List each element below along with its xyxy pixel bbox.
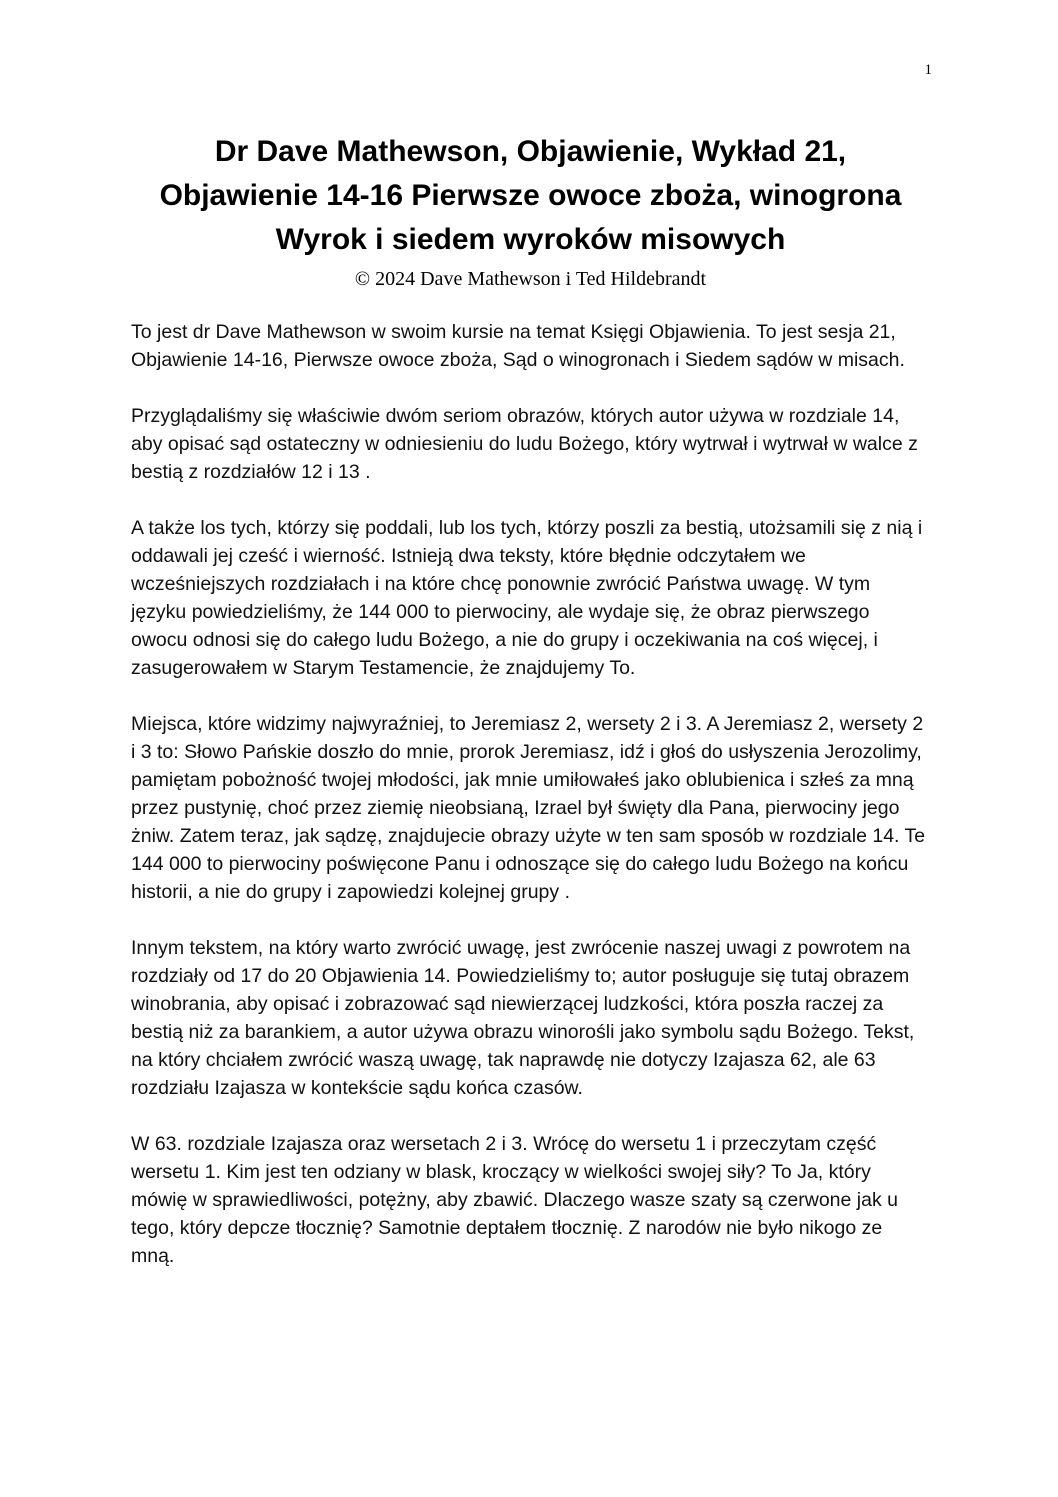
title-line-2: Objawienie 14-16 Pierwsze owoce zboża, winogrona <box>159 179 902 212</box>
document-title <box>131 130 930 262</box>
paragraph-isaiah-63: W 63. rozdziale Izajasza oraz wersetach 2 i 3. Wrócę do wersetu 1 i przeczytam część wersetu 1. Kim jest ten odziany w blask, kroczący w wielkości swojej siły? To Ja, który mówię w sprawiedliwości, potężny, aby zbawić. Dlaczego wasze szaty są czerwone jak u tego, który depcze tłocznię? Samotnie deptałem tłocznię. Z narodów nie było nikogo ze mną. <box>131 1133 898 1267</box>
copyright-line: © 2024 Dave Mathewson i Ted Hildebrandt <box>354 268 707 290</box>
page-number: 1 <box>924 62 932 78</box>
title-line-1: Dr Dave Mathewson, Objawienie, Wykład 21, <box>214 135 847 168</box>
paragraph-intro: To jest dr Dave Mathewson w swoim kursie na temat Księgi Objawienia. To jest sesja 21, Objawienie 14-16, Pierwsze owoce zboża, Sąd o winogronach i Siedem sądów w misach. <box>131 321 905 371</box>
paragraph-grape-harvest: Innym tekstem, na który warto zwrócić uwagę, jest zwrócenie naszej uwagi z powrotem na rozdziały od 17 do 20 Objawienia 14. Powiedzieliśmy to; autor posługuje się tutaj obrazem winobrania, aby opisać i zobrazować sąd niewierzącej ludzkości, która poszła raczej za bestią niż za barankiem, a autor używa obrazu winorośli jako symbolu sądu Bożego. Tekst, na który chciałem zwrócić waszą uwagę, tak naprawdę nie dotyczy Izajasza 62, ale 63 rozdziału Izajasza w kontekście sądu końca czasów. <box>131 937 915 1099</box>
paragraph-144000-firstfruits: A także los tych, którzy się poddali, lub los tych, którzy poszli za bestią, utożsamili się z nią i oddawali jej cześć i wierność. Istnieją dwa teksty, które błędnie odczytałem we wcześniejszych rozdziałach i na które chcę ponownie zwrócić Państwa uwagę. W tym języku powiedzieliśmy, że 144 000 to pierwociny, ale wydaje się, że obraz pierwszego owocu odnosi się do całego ludu Bożego, a nie do grupy i oczekiwania na coś więcej, i zasugerowałem w Starym Testamencie, że znajdujemy To. <box>131 517 923 679</box>
title-line-3: Wyrok i siedem wyroków misowych <box>275 223 786 256</box>
paragraph-jeremiah-2: Miejsca, które widzimy najwyraźniej, to Jeremiasz 2, wersety 2 i 3. A Jeremiasz 2, wersety 2 i 3 to: Słowo Pańskie doszło do mnie, prorok Jeremiasz, idź i głoś do usłyszenia Jerozolimy, pamiętam pobożność twojej młodości, jak mnie umiłowałeś jako oblubienica i szłeś za mną przez pustynię, choć przez ziemię nieobsianą, Izrael był święty dla Pana, pierwociny jego żniw. Zatem teraz, jak sądzę, znajdujecie obrazy użyte w ten sam sposób w rozdziale 14. Te 144 000 to pierwociny poświęcone Panu i odnoszące się do całego ludu Bożego na końcu historii, a nie do grupy i zapowiedzi kolejnej grupy . <box>131 713 926 903</box>
paragraph-two-series-of-images: Przyglądaliśmy się właściwie dwóm seriom obrazów, których autor używa w rozdziale 14, aby opisać sąd ostateczny w odniesieniu do ludu Bożego, który wytrwał i wytrwał w walce z bestią z rozdziałów 12 i 13 . <box>131 405 918 483</box>
